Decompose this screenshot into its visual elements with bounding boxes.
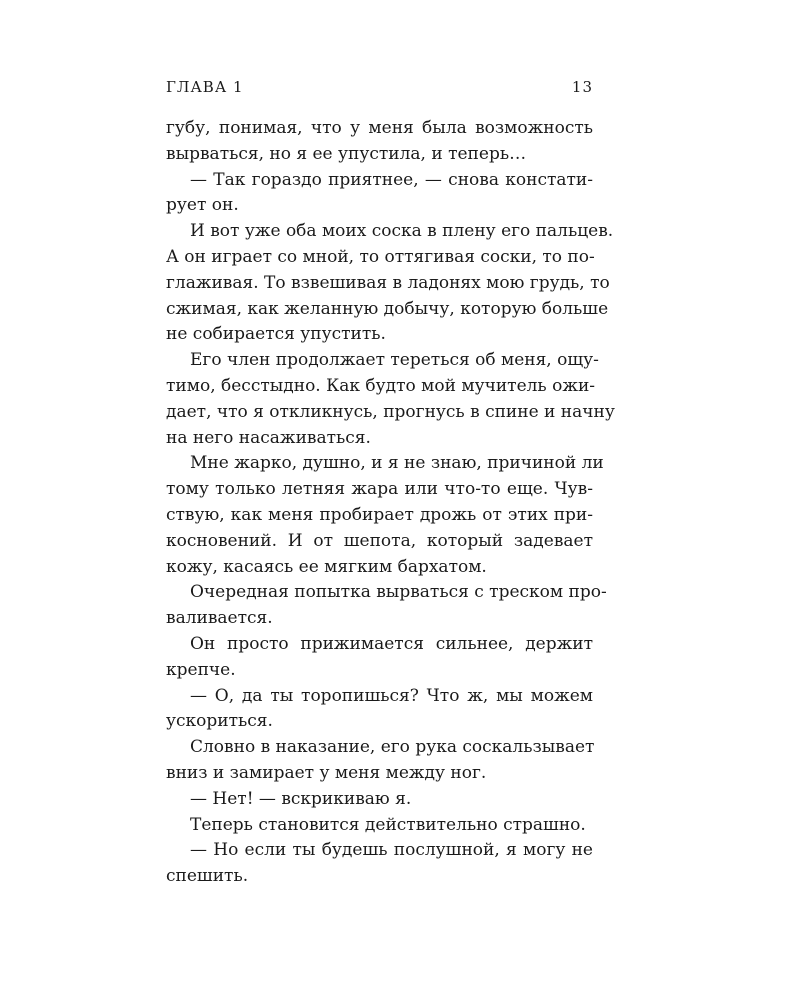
text-line: Теперь становится действительно страшно. [190, 814, 586, 835]
text-line: тому только летняя жара или что-то еще. Чув- [166, 479, 593, 500]
paragraph [166, 348, 615, 451]
paragraph [166, 116, 593, 168]
running-head [166, 78, 593, 100]
paragraph [166, 451, 604, 580]
paragraph [166, 838, 593, 890]
text-line: — Но если ты будешь послушной, я могу не [190, 840, 593, 861]
chapter-title: ГЛАВА 1 [166, 78, 244, 96]
text-line: Его член продолжает тереться об меня, ощу- [190, 350, 599, 371]
text-line: — Так гораздо приятнее, — снова констати- [190, 169, 593, 190]
text-line: Очередная попытка вырваться с треском про- [190, 582, 607, 603]
body-text [166, 116, 615, 890]
text-line: кожу, касаясь ее мягким бархатом. [166, 556, 487, 577]
text-line: вниз и замирает у меня между ног. [166, 762, 487, 783]
text-line: ускориться. [166, 711, 273, 732]
text-line: сжимая, как желанную добычу, которую больше [166, 298, 609, 319]
text-line: ствую, как меня пробирает дрожь от этих при- [166, 504, 593, 525]
paragraph [166, 632, 593, 684]
paragraph [166, 684, 593, 736]
text-line: рует он. [166, 195, 239, 216]
text-line: косновений. И от шепота, который задевает [166, 530, 593, 551]
text-line: глаживая. То взвешивая в ладонях мою грудь, то [166, 272, 610, 293]
text-line: валивается. [166, 608, 273, 629]
text-line: — О, да ты торопишься? Что ж, мы можем [190, 685, 593, 706]
text-line: вырваться, но я ее упустила, и теперь… [166, 143, 527, 164]
text-line: Он просто прижимается сильнее, держит [190, 633, 593, 654]
text-line: дает, что я откликнусь, прогнусь в спине и начну [166, 401, 615, 422]
text-line: Мне жарко, душно, и я не знаю, причиной ли [190, 453, 604, 474]
paragraph [166, 813, 593, 839]
text-line: не собирается упустить. [166, 324, 386, 345]
text-line: губу, понимая, что у меня была возможность [166, 118, 593, 138]
page-number: 13 [571, 78, 593, 96]
paragraph [166, 219, 614, 348]
text-line: на него насаживаться. [166, 427, 371, 448]
text-line: Словно в наказание, его рука соскальзывает [190, 737, 595, 758]
text-line: тимо, бесстыдно. Как будто мой мучитель ожи- [166, 375, 596, 396]
paragraph [166, 168, 593, 220]
text-line: крепче. [166, 659, 236, 680]
text-line: спешить. [166, 866, 249, 887]
paragraph [166, 787, 593, 813]
paragraph [166, 735, 593, 787]
text-line: И вот уже оба моих соска в плену его пальцев. [190, 221, 614, 242]
text-line: А он играет со мной, то оттягивая соски, то по- [166, 246, 595, 267]
paragraph [166, 580, 607, 632]
text-line: — Нет! — вскрикиваю я. [190, 788, 412, 809]
